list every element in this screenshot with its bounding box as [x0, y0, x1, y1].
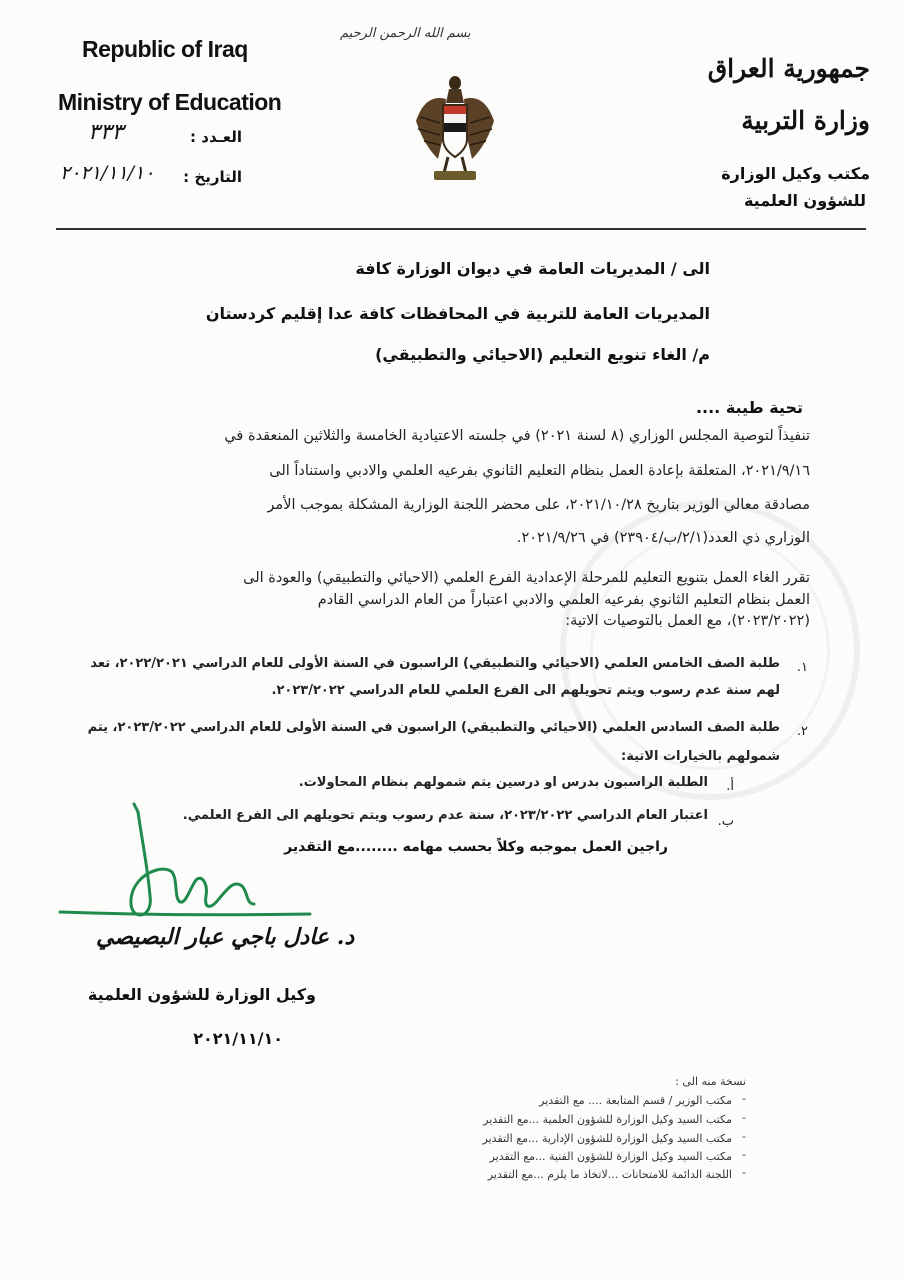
header-rule — [56, 228, 866, 230]
en-ministry: Ministry of Education — [58, 89, 282, 115]
copy-bullet-3: - — [742, 1130, 746, 1143]
ar-country: جمهورية العراق — [707, 54, 870, 83]
date-value: ٢٠٢١/١١/١٠ — [60, 162, 155, 184]
signatory-name: د. عادل باجي عبار البصيصي — [96, 924, 355, 950]
ar-ministry: وزارة التربية — [741, 106, 870, 135]
copy-bullet-5: - — [742, 1166, 746, 1179]
copy-item-3: مكتب السيد وكيل الوزارة للشؤون الإدارية ...مع التقدير — [482, 1132, 732, 1145]
recommendation-2-number: ٢. — [796, 724, 808, 739]
address-line-2: المديريات العامة للتربية في المحافظات كافة عدا إقليم كردستان — [205, 304, 710, 323]
recommendation-1-number: ١. — [796, 660, 808, 675]
option-b-text: اعتبار العام الدراسي ٢٠٢٣/٢٠٢٢، سنة عدم رسوب ويتم تحويلهم الى الفرع العلمي. — [182, 808, 708, 823]
recommendation-2-line-1: طلبة الصف السادس العلمي (الاحيائي والتطبيقي) الراسبون في السنة الأولى للعام الدراسي ٢٠٢٣/٢٠٢٢، يتم — [87, 720, 780, 735]
signatory-title: وكيل الوزارة للشؤون العلمية — [87, 985, 316, 1004]
office-line-1: مكتب وكيل الوزارة — [721, 164, 870, 183]
option-a-letter: أ. — [726, 779, 734, 794]
option-b-letter: ب. — [717, 814, 734, 829]
subject-line: م/ الغاء تنويع التعليم (الاحيائي والتطبيقي) — [375, 345, 710, 364]
greeting: تحية طيبة .... — [695, 398, 803, 417]
copy-bullet-2: - — [742, 1111, 746, 1124]
en-country: Republic of Iraq — [82, 36, 248, 62]
paragraph-2-line-2: العمل بنظام التعليم الثانوي بفرعيه العلمي والادبي اعتباراً من العام الدراسي القادم — [317, 592, 810, 608]
signature-date: ٢٠٢١/١١/١٠ — [193, 1029, 283, 1048]
recommendation-2-line-2: شمولهم بالخيارات الاتية: — [621, 749, 780, 764]
number-row — [60, 120, 242, 158]
office-line-2: للشؤون العلمية — [743, 191, 866, 210]
closing-line: راجين العمل بموجبه وكلاً بحسب مهامه ........مع التقدير — [284, 839, 668, 855]
copy-bullet-4: - — [742, 1148, 746, 1161]
recommendation-1-line-1: طلبة الصف الخامس العلمي (الاحيائي والتطبيقي) الراسبون في السنة الأولى للعام الدراسي ٢٠٢٢/٢٠٢١، تعد — [90, 656, 780, 671]
date-row — [60, 162, 242, 198]
number-label: العـدد : — [190, 128, 242, 146]
paragraph-2-line-3: (٢٠٢٣/٢٠٢٢)، مع العمل بالتوصيات الاتية: — [565, 613, 810, 629]
basmala: بسم الله الرحمن الرحيم — [340, 26, 471, 41]
copy-item-4: مكتب السيد وكيل الوزارة للشؤون الفنية ...مع التقدير — [489, 1150, 732, 1163]
option-a-text: الطلبة الراسبون بدرس او درسين يتم شمولهم بنظام المحاولات. — [298, 775, 708, 790]
date-label: التاريخ : — [183, 168, 242, 186]
copy-bullet-1: - — [742, 1092, 746, 1105]
paragraph-1-line-3: مصادقة معالي الوزير بتاريخ ٢٠٢١/١٠/٢٨، على محضر اللجنة الوزارية المشكلة بموجب الأمر — [267, 497, 810, 513]
number-value: ٣٣٣ — [88, 120, 124, 145]
address-line-1: الى / المديريات العامة في ديوان الوزارة كافة — [355, 259, 710, 278]
copy-item-1: مكتب الوزير / قسم المتابعة .... مع التقدير — [539, 1094, 732, 1107]
recommendation-1-line-2: لهم سنة عدم رسوب ويتم تحويلهم الى الفرع العلمي للعام الدراسي ٢٠٢٣/٢٠٢٢. — [271, 683, 780, 698]
paragraph-1-line-4: الوزاري ذي العدد(٢/١/ب/٢٣٩٠٤) في ٢٠٢١/٩/٢٦. — [516, 530, 810, 546]
copy-item-5: اللجنة الدائمة للامتحانات ...لاتخاذ ما يلزم ...مع التقدير — [487, 1168, 732, 1181]
copies-heading: نسخة منه الى : — [675, 1075, 746, 1088]
paragraph-1-line-1: تنفيذاً لتوصية المجلس الوزاري (٨ لسنة ٢٠٢١) في جلسته الاعتيادية الخامسة والثلاثين المنعقدة في — [224, 428, 810, 444]
iraq-emblem-icon — [414, 73, 496, 185]
copy-item-2: مكتب السيد وكيل الوزارة للشؤون العلمية ...مع التقدير — [483, 1113, 732, 1126]
paragraph-1-line-2: ٢٠٢١/٩/١٦، المتعلقة بإعادة العمل بنظام التعليم الثانوي بفرعيه العلمي والادبي واستناداً الى — [269, 463, 810, 479]
paragraph-2-line-1: تقرر الغاء العمل بتنويع التعليم للمرحلة الإعدادية الفرع العلمي (الاحيائي والتطبيقي) والعودة الى — [243, 570, 810, 586]
